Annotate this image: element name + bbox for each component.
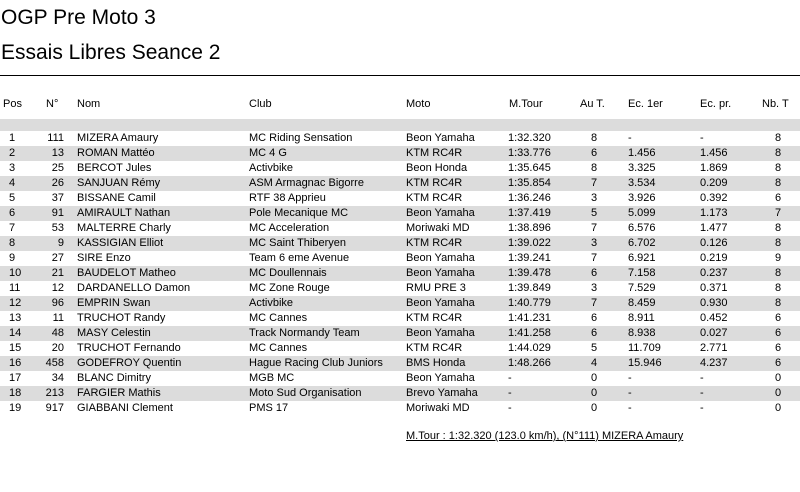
cell-pos: 7: [9, 222, 16, 234]
cell-nom: AMIRAULT Nathan: [77, 207, 171, 219]
cell-nom: BERCOT Jules: [77, 162, 152, 174]
cell-aut: 7: [591, 177, 598, 189]
cell-ec1: 6.576: [628, 222, 656, 234]
cell-ecp: 0.930: [700, 297, 728, 309]
cell-moto: Moriwaki MD: [406, 222, 470, 234]
cell-nom: GODEFROY Quentin: [77, 357, 182, 369]
cell-ecp: -: [700, 402, 704, 414]
cell-mtour: 1:41.258: [508, 327, 551, 339]
cell-nbt: 8: [775, 222, 782, 234]
table-row: [0, 251, 800, 266]
cell-ec1: 3.926: [628, 192, 656, 204]
cell-ecp: 0.392: [700, 192, 728, 204]
cell-moto: Beon Yamaha: [406, 327, 475, 339]
cell-mtour: 1:32.320: [508, 132, 551, 144]
cell-club: Pole Mecanique MC: [249, 207, 349, 219]
cell-aut: 7: [591, 252, 598, 264]
cell-pos: 17: [9, 372, 22, 384]
cell-aut: 0: [591, 402, 598, 414]
cell-ec1: 8.459: [628, 297, 656, 309]
cell-moto: BMS Honda: [406, 357, 466, 369]
cell-pos: 8: [9, 237, 16, 249]
cell-no: 917: [45, 402, 64, 414]
header-pos: Pos: [3, 98, 22, 110]
cell-moto: KTM RC4R: [406, 312, 463, 324]
cell-nom: BAUDELOT Matheo: [77, 267, 176, 279]
cell-no: 91: [51, 207, 64, 219]
cell-moto: Beon Yamaha: [406, 297, 475, 309]
cell-nbt: 8: [775, 177, 782, 189]
cell-aut: 4: [591, 357, 598, 369]
cell-ec1: 11.709: [628, 342, 661, 354]
cell-club: MC Doullennais: [249, 267, 327, 279]
cell-nbt: 7: [775, 207, 782, 219]
cell-ec1: 8.938: [628, 327, 656, 339]
cell-nbt: 0: [775, 402, 782, 414]
cell-no: 213: [45, 387, 64, 399]
header-moto: Moto: [406, 98, 431, 110]
page-title: OGP Pre Moto 3: [1, 6, 156, 29]
cell-aut: 3: [591, 282, 598, 294]
cell-pos: 14: [9, 327, 22, 339]
cell-club: PMS 17: [249, 402, 289, 414]
table-header: [0, 97, 800, 111]
cell-moto: Brevo Yamaha: [406, 387, 478, 399]
cell-aut: 5: [591, 342, 598, 354]
cell-moto: KTM RC4R: [406, 342, 463, 354]
cell-nbt: 9: [775, 252, 782, 264]
cell-aut: 8: [591, 162, 598, 174]
cell-nom: MASY Celestin: [77, 327, 151, 339]
cell-pos: 16: [9, 357, 22, 369]
cell-aut: 7: [591, 297, 598, 309]
cell-mtour: -: [508, 402, 512, 414]
cell-ec1: -: [628, 132, 632, 144]
cell-nom: BLANC Dimitry: [77, 372, 151, 384]
cell-ecp: 2.771: [700, 342, 728, 354]
cell-nbt: 8: [775, 297, 782, 309]
cell-aut: 0: [591, 387, 598, 399]
cell-nom: BISSANE Camil: [77, 192, 156, 204]
page-subtitle: Essais Libres Seance 2: [1, 41, 221, 64]
table-row: [0, 386, 800, 401]
cell-club: Hague Racing Club Juniors: [249, 357, 383, 369]
cell-aut: 6: [591, 312, 598, 324]
cell-nbt: 8: [775, 267, 782, 279]
cell-ecp: 0.219: [700, 252, 728, 264]
cell-no: 111: [47, 132, 64, 144]
table-row: [0, 221, 800, 236]
cell-aut: 3: [591, 192, 598, 204]
cell-mtour: 1:39.022: [508, 237, 551, 249]
cell-pos: 10: [9, 267, 22, 279]
cell-ecp: 0.209: [700, 177, 728, 189]
cell-ecp: 1.869: [700, 162, 728, 174]
cell-ecp: 1.456: [700, 147, 728, 159]
cell-club: MC 4 G: [249, 147, 287, 159]
cell-nbt: 8: [775, 282, 782, 294]
cell-ec1: 3.325: [628, 162, 656, 174]
cell-club: Activbike: [249, 162, 294, 174]
cell-moto: Moriwaki MD: [406, 402, 470, 414]
cell-nbt: 6: [775, 192, 782, 204]
results-table: [0, 131, 800, 416]
cell-mtour: -: [508, 387, 512, 399]
header-ec1: Ec. 1er: [628, 98, 663, 110]
cell-aut: 6: [591, 147, 598, 159]
fastest-lap-note: M.Tour : 1:32.320 (123.0 km/h), (N°111) MIZERA Amaury: [406, 430, 684, 442]
table-row: [0, 281, 800, 296]
cell-mtour: 1:35.854: [508, 177, 551, 189]
cell-no: 26: [51, 177, 64, 189]
cell-mtour: 1:39.849: [508, 282, 551, 294]
header-club: Club: [249, 98, 272, 110]
cell-club: Activbike: [249, 297, 294, 309]
cell-nbt: 6: [775, 327, 782, 339]
cell-ec1: 7.158: [628, 267, 656, 279]
cell-no: 11: [52, 312, 64, 324]
cell-pos: 13: [9, 312, 22, 324]
header-mtour: M.Tour: [509, 98, 543, 110]
cell-no: 20: [51, 342, 64, 354]
cell-nom: DARDANELLO Damon: [77, 282, 191, 294]
cell-ecp: -: [700, 387, 704, 399]
table-row: [0, 356, 800, 371]
cell-pos: 1: [9, 132, 16, 144]
cell-moto: KTM RC4R: [406, 237, 463, 249]
cell-nom: TRUCHOT Fernando: [77, 342, 181, 354]
cell-club: RTF 38 Apprieu: [249, 192, 326, 204]
cell-club: MC Saint Thiberyen: [249, 237, 347, 249]
cell-nom: ROMAN Mattéo: [77, 147, 155, 159]
cell-pos: 2: [9, 147, 16, 159]
cell-ec1: -: [628, 402, 632, 414]
cell-nbt: 0: [775, 387, 782, 399]
cell-nom: TRUCHOT Randy: [77, 312, 166, 324]
table-row: [0, 236, 800, 251]
cell-club: MC Cannes: [249, 342, 308, 354]
cell-nbt: 6: [775, 357, 782, 369]
cell-pos: 6: [9, 207, 16, 219]
cell-moto: KTM RC4R: [406, 192, 463, 204]
cell-no: 21: [51, 267, 64, 279]
cell-no: 53: [51, 222, 64, 234]
cell-nbt: 8: [775, 237, 782, 249]
cell-moto: Beon Honda: [406, 162, 468, 174]
cell-ec1: 15.946: [628, 357, 662, 369]
cell-no: 25: [51, 162, 64, 174]
table-row: [0, 191, 800, 206]
cell-moto: Beon Yamaha: [406, 252, 475, 264]
cell-ec1: 8.911: [628, 312, 655, 324]
cell-aut: 7: [591, 222, 598, 234]
cell-pos: 18: [9, 387, 22, 399]
table-row: [0, 311, 800, 326]
cell-mtour: 1:35.645: [508, 162, 551, 174]
cell-moto: RMU PRE 3: [406, 282, 466, 294]
cell-nbt: 8: [775, 162, 782, 174]
cell-moto: Beon Yamaha: [406, 267, 475, 279]
table-row: [0, 146, 800, 161]
cell-pos: 9: [9, 252, 16, 264]
cell-club: MC Riding Sensation: [249, 132, 353, 144]
cell-nom: MALTERRE Charly: [77, 222, 171, 234]
cell-club: MC Cannes: [249, 312, 308, 324]
cell-no: 458: [45, 357, 64, 369]
cell-no: 9: [57, 237, 64, 249]
table-row: [0, 176, 800, 191]
cell-ec1: 7.529: [628, 282, 656, 294]
cell-ecp: 0.126: [700, 237, 728, 249]
cell-ecp: -: [700, 372, 704, 384]
cell-club: Moto Sud Organisation: [249, 387, 362, 399]
table-row: [0, 161, 800, 176]
cell-nom: EMPRIN Swan: [77, 297, 151, 309]
cell-ec1: -: [628, 387, 632, 399]
header-ecp: Ec. pr.: [700, 98, 732, 110]
cell-moto: KTM RC4R: [406, 177, 463, 189]
table-row: [0, 371, 800, 386]
cell-nom: GIABBANI Clement: [77, 402, 173, 414]
cell-aut: 5: [591, 207, 598, 219]
cell-aut: 0: [591, 372, 598, 384]
cell-ecp: 0.237: [700, 267, 728, 279]
cell-club: Team 6 eme Avenue: [249, 252, 350, 264]
cell-club: MGB MC: [249, 372, 295, 384]
cell-pos: 12: [9, 297, 22, 309]
cell-ecp: -: [700, 132, 704, 144]
cell-moto: Beon Yamaha: [406, 207, 475, 219]
cell-aut: 8: [591, 132, 598, 144]
cell-nom: MIZERA Amaury: [77, 132, 159, 144]
cell-club: MC Zone Rouge: [249, 282, 330, 294]
cell-ec1: 6.921: [628, 252, 656, 264]
cell-mtour: 1:38.896: [508, 222, 551, 234]
cell-mtour: 1:44.029: [508, 342, 551, 354]
cell-mtour: 1:48.266: [508, 357, 551, 369]
cell-aut: 6: [591, 327, 598, 339]
cell-ecp: 0.371: [700, 282, 728, 294]
cell-ecp: 0.027: [700, 327, 728, 339]
cell-club: Track Normandy Team: [249, 327, 360, 339]
cell-no: 12: [51, 282, 64, 294]
cell-ec1: 1.456: [628, 147, 656, 159]
cell-mtour: 1:33.776: [508, 147, 551, 159]
cell-nom: FARGIER Mathis: [77, 387, 161, 399]
cell-ecp: 4.237: [700, 357, 728, 369]
cell-pos: 4: [9, 177, 16, 189]
cell-pos: 3: [9, 162, 16, 174]
cell-pos: 15: [9, 342, 22, 354]
cell-nom: KASSIGIAN Elliot: [77, 237, 164, 249]
header-no: N°: [46, 98, 59, 110]
cell-ecp: 1.173: [700, 207, 728, 219]
cell-no: 37: [51, 192, 64, 204]
cell-mtour: 1:41.231: [508, 312, 551, 324]
header-nbt: Nb. T: [762, 98, 789, 110]
table-row: [0, 206, 800, 221]
cell-nom: SIRE Enzo: [77, 252, 131, 264]
cell-aut: 6: [591, 267, 598, 279]
cell-no: 48: [51, 327, 64, 339]
header-nom: Nom: [77, 98, 101, 110]
cell-no: 96: [51, 297, 64, 309]
cell-ec1: 5.099: [628, 207, 656, 219]
cell-no: 34: [51, 372, 64, 384]
table-row: [0, 296, 800, 311]
cell-nbt: 8: [775, 147, 782, 159]
cell-mtour: 1:39.478: [508, 267, 551, 279]
cell-club: MC Acceleration: [249, 222, 330, 234]
table-row: [0, 326, 800, 341]
cell-ec1: -: [628, 372, 632, 384]
cell-aut: 3: [591, 237, 598, 249]
cell-no: 27: [51, 252, 64, 264]
cell-nbt: 8: [775, 132, 782, 144]
header-band: [0, 119, 800, 131]
cell-nbt: 0: [775, 372, 782, 384]
cell-mtour: -: [508, 372, 512, 384]
cell-ecp: 0.452: [700, 312, 728, 324]
table-row: [0, 401, 800, 416]
cell-moto: Beon Yamaha: [406, 372, 475, 384]
cell-club: ASM Armagnac Bigorre: [249, 177, 364, 189]
cell-pos: 5: [9, 192, 16, 204]
cell-ec1: 6.702: [628, 237, 656, 249]
title-divider: [0, 75, 800, 76]
cell-mtour: 1:36.246: [508, 192, 551, 204]
cell-pos: 11: [9, 282, 21, 294]
cell-nbt: 6: [775, 342, 782, 354]
cell-ec1: 3.534: [628, 177, 656, 189]
cell-pos: 19: [9, 402, 22, 414]
cell-mtour: 1:40.779: [508, 297, 551, 309]
cell-mtour: 1:37.419: [508, 207, 551, 219]
table-row: [0, 266, 800, 281]
table-row: [0, 341, 800, 356]
cell-moto: Beon Yamaha: [406, 132, 475, 144]
header-aut: Au T.: [580, 98, 605, 110]
cell-mtour: 1:39.241: [508, 252, 551, 264]
cell-no: 13: [51, 147, 64, 159]
cell-nbt: 6: [775, 312, 782, 324]
cell-ecp: 1.477: [700, 222, 728, 234]
cell-nom: SANJUAN Rémy: [77, 177, 161, 189]
cell-moto: KTM RC4R: [406, 147, 463, 159]
table-row: [0, 131, 800, 146]
